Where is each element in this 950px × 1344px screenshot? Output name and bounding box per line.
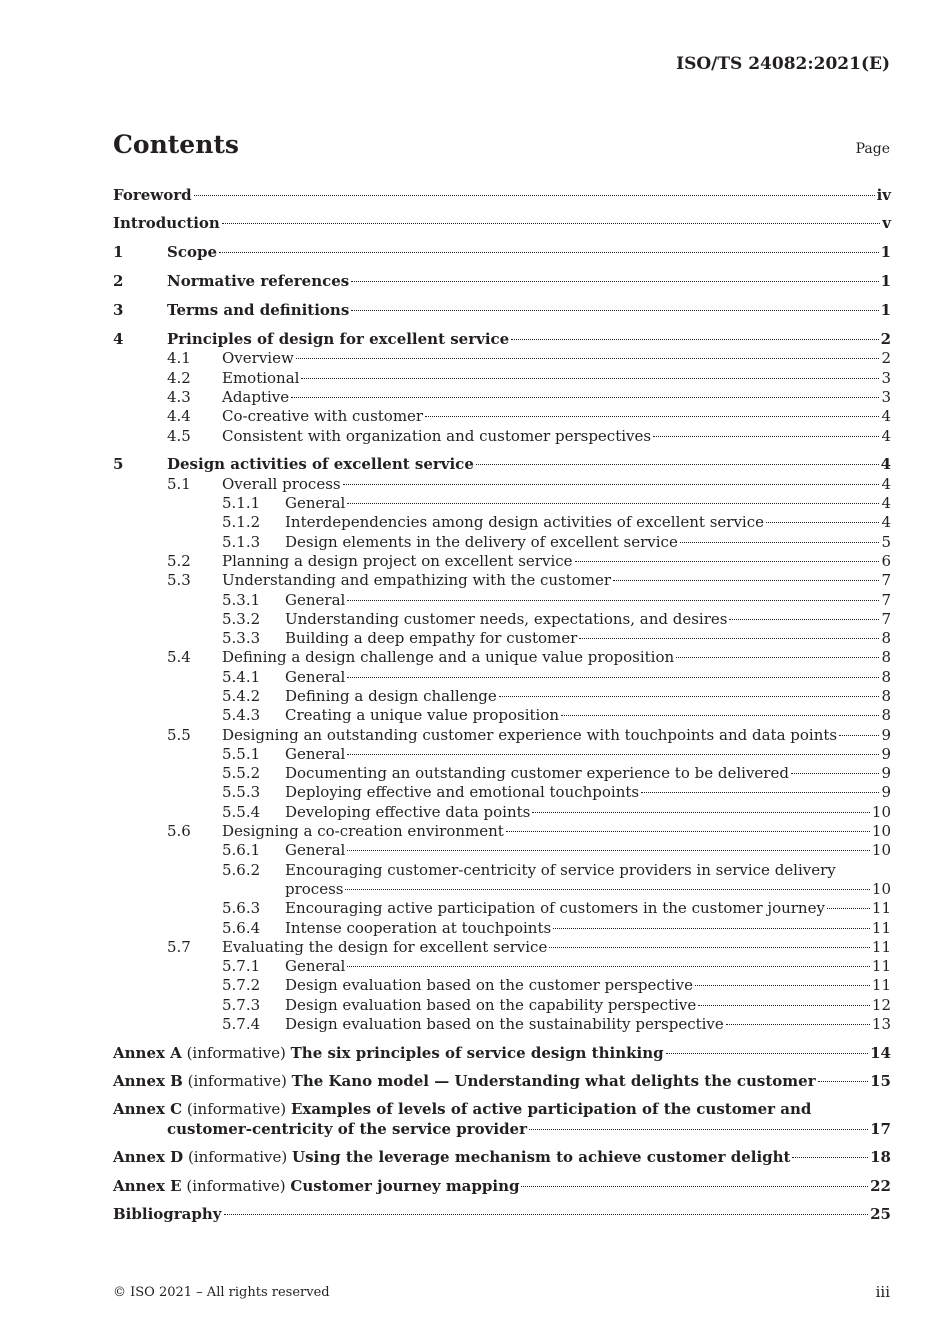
toc-entry[interactable] xyxy=(113,899,891,918)
toc-entry-page: 4 xyxy=(881,407,891,426)
page-title: Contents xyxy=(113,130,240,159)
toc-entry-number: 5.5.4 xyxy=(222,802,261,821)
toc-entry-page: 8 xyxy=(881,648,891,667)
toc-entry-page: 9 xyxy=(881,744,891,763)
toc-entry[interactable] xyxy=(113,726,891,745)
toc-entry[interactable] xyxy=(113,783,891,802)
toc-entry-page: 1 xyxy=(880,301,891,320)
toc-entry-number: 5.5 xyxy=(167,725,191,744)
toc-entry[interactable] xyxy=(113,668,891,687)
toc-entry-number: 5.6.2 xyxy=(222,860,261,879)
toc-entry[interactable] xyxy=(113,976,891,995)
toc-entry-number: 5.4 xyxy=(167,648,191,667)
dot-leader xyxy=(818,1081,869,1082)
dot-leader xyxy=(532,812,870,813)
dot-leader xyxy=(521,1186,868,1187)
toc-entry-number: 5.3.2 xyxy=(222,609,261,628)
toc-entry-page: 10 xyxy=(871,802,891,821)
dot-leader xyxy=(347,677,879,678)
toc-entry[interactable] xyxy=(113,996,891,1015)
dot-leader xyxy=(499,696,880,697)
toc-entry-title: Design evaluation based on the sustainability perspective xyxy=(285,1015,724,1034)
toc-entry-number: 4.1 xyxy=(167,349,191,368)
dot-leader xyxy=(653,436,879,437)
toc-entry-title: Documenting an outstanding customer experience to be delivered xyxy=(285,764,789,783)
dot-leader xyxy=(666,1053,869,1054)
dot-leader xyxy=(345,889,869,890)
dot-leader xyxy=(347,966,870,967)
toc-entry-page: 11 xyxy=(871,918,891,937)
toc-entry-page: 9 xyxy=(881,725,891,744)
toc-entry-title: Using the leverage mechanism to achieve customer delight xyxy=(292,1148,791,1167)
toc-entry-page: 3 xyxy=(881,387,891,406)
toc-entry[interactable] xyxy=(113,330,891,349)
toc-entry[interactable] xyxy=(113,919,891,938)
toc-entry-page: 4 xyxy=(881,513,891,532)
toc-entry[interactable] xyxy=(113,186,891,205)
dot-leader xyxy=(343,484,880,485)
toc-entry-number: 5.7.4 xyxy=(222,1015,261,1034)
toc-entry-page: 7 xyxy=(881,571,891,590)
dot-leader xyxy=(529,1129,868,1130)
toc-entry-number: 5.1.1 xyxy=(222,494,261,513)
toc-entry-title: Introduction xyxy=(113,214,220,233)
dot-leader xyxy=(827,908,870,909)
dot-leader xyxy=(347,754,879,755)
dot-leader xyxy=(476,464,879,465)
toc-entry-page: 1 xyxy=(880,243,891,262)
toc-entry-page: 22 xyxy=(870,1176,891,1195)
toc-entry[interactable] xyxy=(113,388,891,407)
dot-leader xyxy=(839,735,879,736)
dot-leader xyxy=(347,600,879,601)
annex-label: Annex A xyxy=(113,1043,182,1062)
toc-entry-page: 4 xyxy=(881,494,891,513)
toc-entry-title: The six principles of service design thinking xyxy=(290,1043,664,1062)
dot-leader xyxy=(641,792,879,793)
toc-entry[interactable] xyxy=(113,349,891,368)
annex-label: Annex E xyxy=(113,1176,182,1195)
toc-entry-page: 7 xyxy=(881,609,891,628)
dot-leader xyxy=(561,715,879,716)
toc-entry-page: 8 xyxy=(881,667,891,686)
dot-leader xyxy=(511,339,878,340)
toc-entry[interactable] xyxy=(113,1044,891,1063)
dot-leader xyxy=(222,223,880,224)
annex-label: Annex D xyxy=(113,1148,184,1167)
toc-entry-page: 8 xyxy=(881,629,891,648)
toc-entry-page: 14 xyxy=(870,1043,891,1062)
toc-entry-number: 4.4 xyxy=(167,407,191,426)
toc-entry-number: 5.7 xyxy=(167,937,191,956)
dot-leader xyxy=(579,638,879,639)
toc-entry-page: 4 xyxy=(881,426,891,445)
toc-entry-title: Design evaluation based on the customer perspective xyxy=(285,976,693,995)
toc-entry-title: Adaptive xyxy=(222,387,290,406)
toc-entry[interactable] xyxy=(113,571,891,590)
dot-leader xyxy=(347,503,879,504)
toc-entry-title: Foreword xyxy=(113,186,192,204)
dot-leader xyxy=(347,850,870,851)
toc-entry[interactable] xyxy=(113,938,891,957)
toc-entry[interactable] xyxy=(113,706,891,725)
toc-entry-title: Normative references xyxy=(167,272,350,291)
toc-entry-page: 3 xyxy=(881,368,891,387)
toc-entry-title: General xyxy=(285,494,346,513)
toc-entry-number: 5 xyxy=(113,455,124,474)
toc-entry-title: Encouraging active participation of customers in the customer journey xyxy=(285,899,825,918)
toc-entry[interactable] xyxy=(113,957,891,976)
toc-entry-number: 5.7.2 xyxy=(222,976,261,995)
toc-entry-title: Encouraging customer-centricity of service providers in service delivery xyxy=(285,860,836,879)
toc-entry-title: Creating a unique value proposition xyxy=(285,706,560,725)
toc-entry-title: Designing a co-creation environment xyxy=(222,822,504,841)
dot-leader xyxy=(766,522,879,523)
dot-leader xyxy=(351,310,878,311)
toc-entry[interactable] xyxy=(113,427,891,446)
toc-entry-title: Building a deep empathy for customer xyxy=(285,629,578,648)
toc-entry[interactable] xyxy=(113,591,891,610)
toc-entry-page: 13 xyxy=(871,1015,891,1034)
toc-entry-title: Intense cooperation at touchpoints xyxy=(285,918,552,937)
toc-entry-title: Examples of levels of active participation of the customer and xyxy=(290,1100,812,1119)
toc-entry-number: 5.7.3 xyxy=(222,995,261,1014)
table-of-contents xyxy=(113,186,891,1225)
toc-entry-number: 5.1.2 xyxy=(222,513,261,532)
toc-entry-title: Co-creative with customer xyxy=(222,407,424,426)
toc-entry-title: Scope xyxy=(167,243,218,262)
toc-entry-page: 2 xyxy=(881,349,891,368)
toc-entry-number: 5.4.1 xyxy=(222,667,261,686)
toc-entry[interactable] xyxy=(113,745,891,764)
toc-entry[interactable] xyxy=(113,513,891,532)
dot-leader xyxy=(791,773,879,774)
toc-entry-page: 9 xyxy=(881,783,891,802)
toc-entry-page: 4 xyxy=(881,474,891,493)
toc-entry-page: iv xyxy=(876,186,891,204)
annex-type: (informative) xyxy=(186,1100,287,1119)
toc-entry[interactable] xyxy=(113,764,891,783)
toc-entry-page: 5 xyxy=(881,532,891,551)
toc-entry-title: Bibliography xyxy=(113,1205,222,1224)
dot-leader xyxy=(695,985,870,986)
annex-type: (informative) xyxy=(187,1148,288,1167)
toc-entry-page: 11 xyxy=(871,937,891,956)
toc-entry-page: v xyxy=(882,214,891,233)
toc-entry-number: 5.3.1 xyxy=(222,590,261,609)
toc-entry-number: 5.6.3 xyxy=(222,899,261,918)
toc-entry-number: 5.5.2 xyxy=(222,764,261,783)
annex-type: (informative) xyxy=(186,1176,286,1195)
toc-entry-title: General xyxy=(285,667,346,686)
toc-entry[interactable] xyxy=(113,533,891,552)
toc-entry-page: 15 xyxy=(870,1072,891,1090)
toc-entry-page: 10 xyxy=(871,841,891,860)
toc-entry-title: Developing effective data points xyxy=(285,802,531,821)
dot-leader xyxy=(698,1005,870,1006)
dot-leader xyxy=(792,1157,868,1158)
toc-entry[interactable] xyxy=(113,494,891,513)
toc-entry-page: 18 xyxy=(870,1148,891,1167)
toc-entry[interactable] xyxy=(113,214,891,233)
toc-entry-page: 6 xyxy=(881,551,891,570)
toc-entry-title: Understanding and empathizing with the customer xyxy=(222,571,612,590)
dot-leader xyxy=(506,831,870,832)
dot-leader xyxy=(224,1214,869,1215)
toc-entry-title: General xyxy=(285,841,346,860)
dot-leader xyxy=(425,416,879,417)
toc-entry[interactable] xyxy=(113,1072,891,1091)
toc-entry-title-continued: customer-centricity of the service provider xyxy=(167,1119,527,1138)
toc-entry-page: 25 xyxy=(870,1205,891,1224)
toc-entry-title: Planning a design project on excellent service xyxy=(222,551,573,570)
dot-leader xyxy=(729,619,879,620)
annex-type: (informative) xyxy=(187,1072,287,1090)
toc-entry-number: 4.3 xyxy=(167,387,191,406)
dot-leader xyxy=(575,561,880,562)
toc-entry-page: 11 xyxy=(871,899,891,918)
dot-leader xyxy=(676,657,879,658)
toc-entry-page: 11 xyxy=(871,957,891,976)
toc-entry-page: 2 xyxy=(880,330,891,349)
toc-entry-page: 12 xyxy=(871,995,891,1014)
toc-entry[interactable] xyxy=(113,272,891,291)
toc-entry-number: 5.3 xyxy=(167,571,191,590)
dot-leader xyxy=(296,358,880,359)
toc-entry[interactable] xyxy=(113,1205,891,1224)
toc-entry[interactable] xyxy=(113,455,891,474)
dot-leader xyxy=(219,252,879,253)
dot-leader xyxy=(291,397,879,398)
toc-entry[interactable] xyxy=(113,803,891,822)
toc-entry-number: 3 xyxy=(113,301,124,320)
toc-entry-page: 7 xyxy=(881,590,891,609)
document-id: ISO/TS 24082:2021(E) xyxy=(676,54,890,74)
toc-entry[interactable] xyxy=(113,552,891,571)
toc-entry-page: 10 xyxy=(871,822,891,841)
dot-leader xyxy=(351,281,878,282)
toc-entry-title: Principles of design for excellent service xyxy=(167,330,510,349)
toc-entry-number: 5.6.4 xyxy=(222,918,261,937)
toc-entry-number: 1 xyxy=(113,243,124,262)
toc-entry-title: Defining a design challenge and a unique value proposition xyxy=(222,648,675,667)
toc-entry[interactable] xyxy=(113,861,891,900)
toc-entry-title: Design activities of excellent service xyxy=(167,455,474,474)
toc-entry-title: Consistent with organization and customer perspectives xyxy=(222,426,652,445)
toc-entry-number: 5.6 xyxy=(167,822,191,841)
dot-leader xyxy=(553,928,870,929)
page-column-label: Page xyxy=(855,141,890,157)
toc-entry-number: 5.1.3 xyxy=(222,532,261,551)
toc-entry[interactable] xyxy=(113,822,891,841)
toc-entry[interactable] xyxy=(113,1148,891,1167)
toc-entry-title: Terms and definitions xyxy=(167,301,350,320)
copyright-notice: © ISO 2021 – All rights reserved xyxy=(113,1285,330,1300)
toc-entry[interactable] xyxy=(113,648,891,667)
dot-leader xyxy=(680,542,880,543)
annex-label: Annex C xyxy=(113,1100,183,1119)
toc-entry-title: Overall process xyxy=(222,474,341,493)
toc-entry[interactable] xyxy=(113,407,891,426)
toc-entry[interactable] xyxy=(113,475,891,494)
toc-entry-number: 5.4.3 xyxy=(222,706,261,725)
toc-entry-number: 5.3.3 xyxy=(222,629,261,648)
toc-entry[interactable] xyxy=(113,1015,891,1034)
toc-entry-page: 8 xyxy=(881,686,891,705)
toc-entry-page: 8 xyxy=(881,706,891,725)
dot-leader xyxy=(726,1024,870,1025)
toc-entry-title: Understanding customer needs, expectations, and desires xyxy=(285,609,728,628)
toc-entry-title: Design evaluation based on the capability perspective xyxy=(285,995,697,1014)
toc-entry[interactable] xyxy=(113,301,891,320)
toc-entry-title: Design elements in the delivery of excellent service xyxy=(285,532,678,551)
toc-entry-number: 4.2 xyxy=(167,368,191,387)
toc-entry-number: 5.1 xyxy=(167,474,191,493)
toc-entry-title: Defining a design challenge xyxy=(285,686,497,705)
toc-entry-title: Interdependencies among design activities of excellent service xyxy=(285,513,764,532)
toc-entry-title: The Kano model — Understanding what delights the customer xyxy=(291,1072,816,1090)
dot-leader xyxy=(549,947,870,948)
annex-label: Annex B xyxy=(113,1072,183,1090)
toc-entry-title: Designing an outstanding customer experience with touchpoints and data points xyxy=(222,725,838,744)
toc-entry[interactable] xyxy=(113,1100,891,1139)
toc-entry[interactable] xyxy=(113,841,891,860)
toc-entry-title: General xyxy=(285,744,346,763)
toc-entry-number: 5.4.2 xyxy=(222,686,261,705)
toc-entry[interactable] xyxy=(113,243,891,262)
toc-entry-title: Customer journey mapping xyxy=(290,1176,520,1195)
toc-entry-number: 5.6.1 xyxy=(222,841,261,860)
toc-entry-page: 11 xyxy=(871,976,891,995)
toc-entry-title: Deploying effective and emotional touchpoints xyxy=(285,783,640,802)
dot-leader xyxy=(301,378,879,379)
dot-leader xyxy=(194,195,875,196)
toc-entry[interactable] xyxy=(113,1177,891,1196)
toc-entry-page: 10 xyxy=(871,879,891,898)
toc-entry[interactable] xyxy=(113,369,891,388)
toc-entry-title: General xyxy=(285,957,346,976)
toc-entry-number: 4.5 xyxy=(167,426,191,445)
toc-entry-page: 9 xyxy=(881,764,891,783)
annex-type: (informative) xyxy=(186,1043,286,1062)
toc-entry[interactable] xyxy=(113,629,891,648)
toc-entry[interactable] xyxy=(113,610,891,629)
toc-entry-page: 4 xyxy=(880,455,891,474)
toc-entry-number: 5.2 xyxy=(167,551,191,570)
toc-entry-title-continued: process xyxy=(285,879,344,898)
toc-entry[interactable] xyxy=(113,687,891,706)
toc-entry-title: Emotional xyxy=(222,368,300,387)
dot-leader xyxy=(613,580,879,581)
toc-entry-page: 17 xyxy=(870,1119,891,1138)
toc-entry-title: Overview xyxy=(222,349,294,368)
toc-entry-number: 4 xyxy=(113,330,124,349)
toc-entry-number: 5.5.3 xyxy=(222,783,261,802)
toc-entry-number: 5.7.1 xyxy=(222,957,261,976)
page-number: iii xyxy=(875,1283,890,1301)
toc-entry-title: General xyxy=(285,590,346,609)
toc-entry-number: 5.5.1 xyxy=(222,744,261,763)
toc-entry-page: 1 xyxy=(880,272,891,291)
toc-entry-number: 2 xyxy=(113,272,124,291)
toc-entry-title: Evaluating the design for excellent service xyxy=(222,937,548,956)
